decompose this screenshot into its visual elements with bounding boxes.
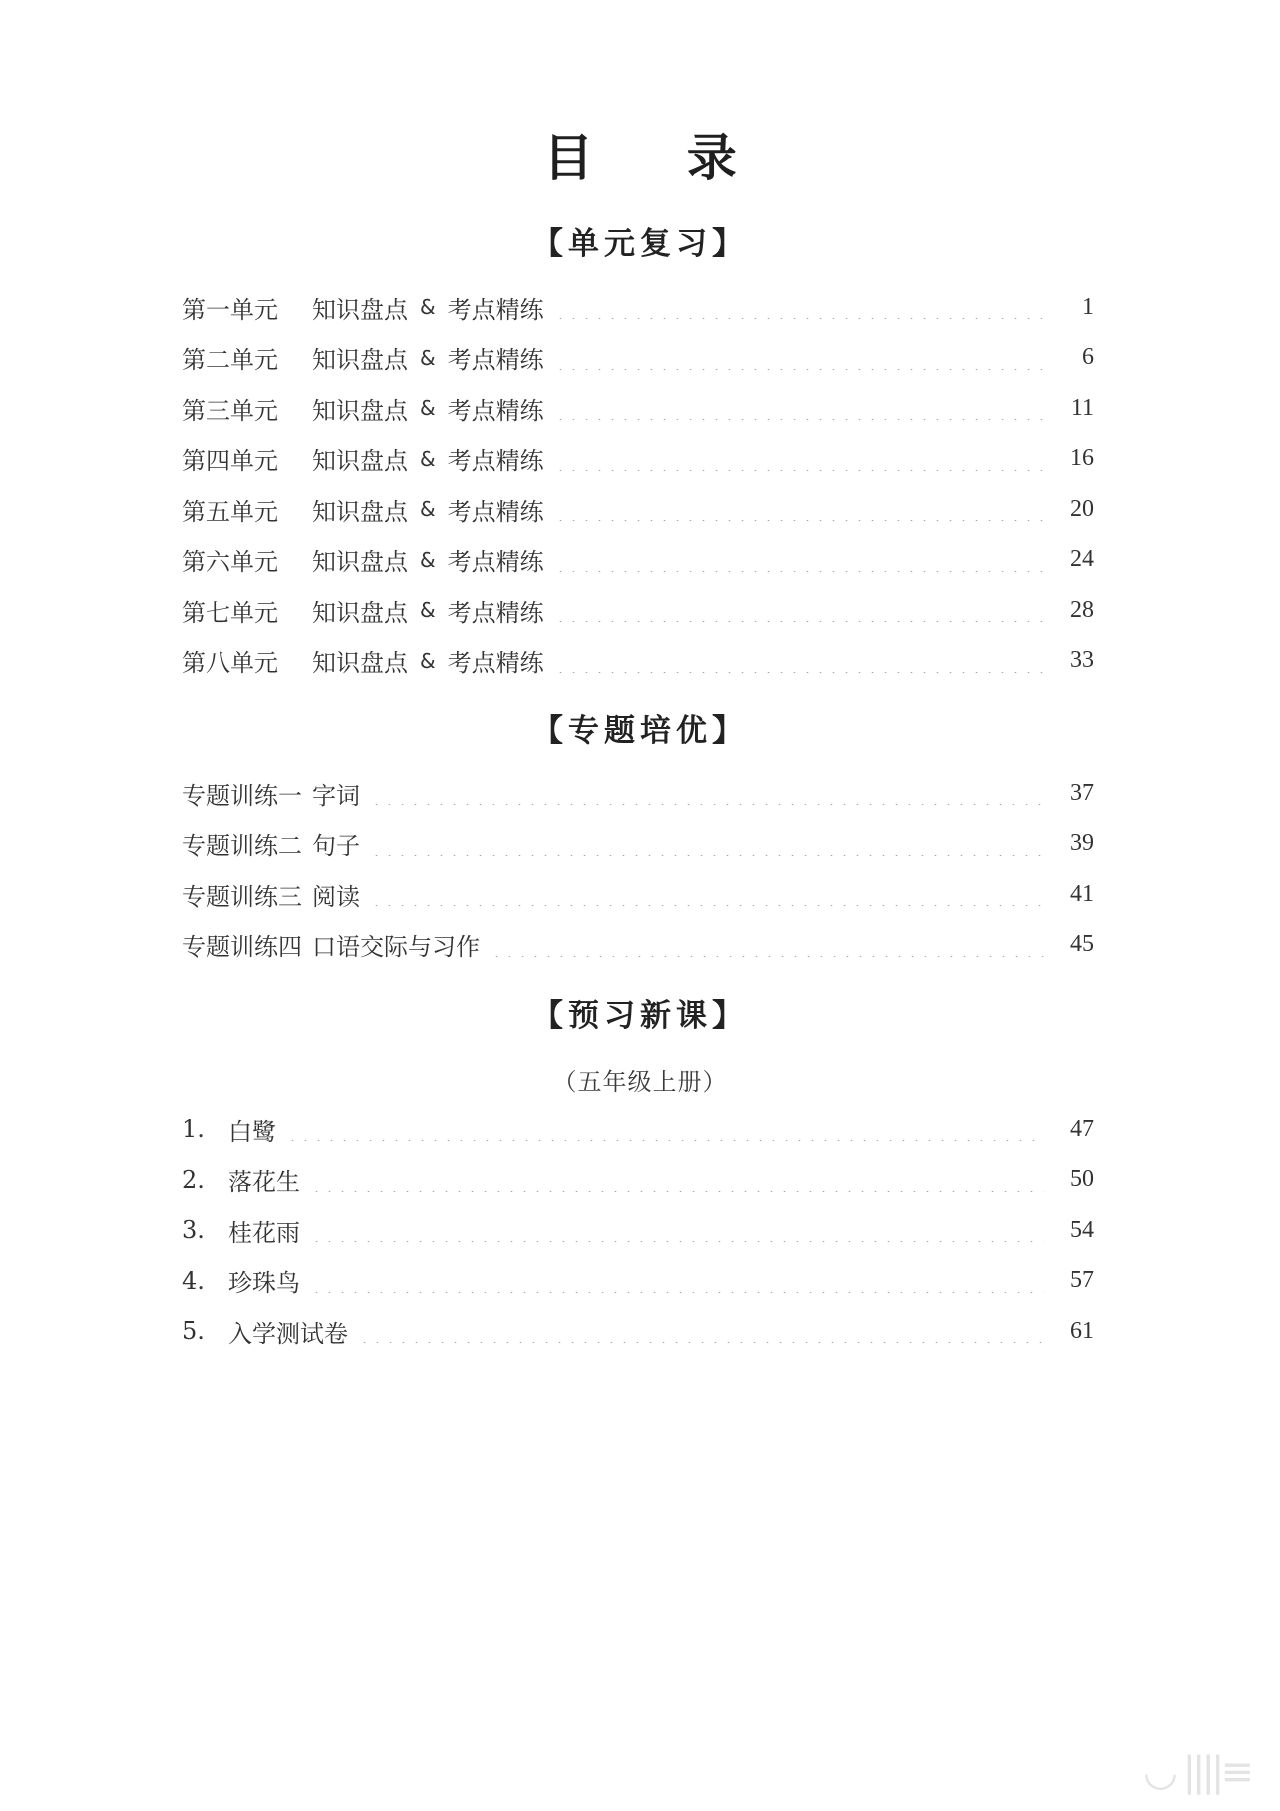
dot-leader [554, 346, 1044, 370]
lesson-title: 入学测试卷 [228, 1319, 348, 1348]
part2-label: 考点精练 [447, 598, 544, 627]
page-title: 目 录 [543, 129, 775, 187]
toc-row[interactable] [182, 1306, 1094, 1357]
page-number: 16 [1070, 445, 1094, 472]
dot-leader [358, 1319, 1044, 1343]
lesson-index: 4. [182, 1266, 205, 1295]
special-topics-list [182, 768, 1094, 970]
lesson-title: 珍珠鸟 [228, 1269, 300, 1298]
dot-leader [554, 396, 1044, 420]
topic-name: 专题训练二 [182, 832, 302, 861]
dot-leader [370, 781, 1044, 805]
lesson-index: 2. [182, 1165, 205, 1194]
lesson-index: 1. [182, 1115, 205, 1144]
topic-name: 专题训练四 [182, 933, 302, 962]
toc-row[interactable] [182, 869, 1094, 920]
part1-label: 知识盘点 [312, 497, 408, 526]
unit-label: 第五单元 [182, 497, 278, 526]
toc-row[interactable] [182, 636, 1094, 687]
part2-label: 考点精练 [447, 447, 544, 476]
page-number: 37 [1070, 779, 1094, 806]
page-number: 47 [1070, 1115, 1094, 1142]
ampersand: & [420, 345, 436, 370]
page-number: 11 [1070, 394, 1094, 421]
page-number: 1 [1082, 293, 1094, 320]
part1-label: 知识盘点 [312, 649, 408, 678]
part1-label: 知识盘点 [312, 548, 408, 577]
part1-label: 知识盘点 [312, 598, 408, 627]
part1-label: 知识盘点 [312, 346, 408, 375]
toc-row[interactable] [182, 333, 1094, 384]
page-number: 33 [1070, 647, 1094, 674]
ampersand: & [420, 396, 436, 421]
lesson-title: 落花生 [228, 1168, 300, 1197]
ampersand: & [420, 295, 436, 320]
ampersand: & [420, 598, 436, 623]
unit-review-list [182, 282, 1094, 686]
toc-row[interactable] [182, 768, 1094, 819]
dot-leader [286, 1117, 1044, 1141]
dot-leader [310, 1269, 1044, 1293]
topic-label: 阅读 [312, 882, 360, 911]
part1-label: 知识盘点 [312, 295, 408, 324]
unit-label: 第二单元 [182, 346, 278, 375]
ampersand: & [420, 648, 436, 673]
part1-label: 知识盘点 [312, 447, 408, 476]
toc-row[interactable] [182, 1104, 1094, 1155]
dot-leader [310, 1168, 1044, 1192]
toc-row[interactable] [182, 282, 1094, 333]
unit-label: 第三单元 [182, 396, 278, 425]
part2-label: 考点精练 [447, 548, 544, 577]
toc-row[interactable] [182, 920, 1094, 971]
lesson-title: 桂花雨 [228, 1218, 300, 1247]
dot-leader [554, 295, 1044, 319]
part2-label: 考点精练 [447, 649, 544, 678]
toc-row[interactable] [182, 484, 1094, 535]
part1-label: 知识盘点 [312, 396, 408, 425]
ampersand: & [420, 497, 436, 522]
unit-label: 第四单元 [182, 447, 278, 476]
toc-row[interactable] [182, 1205, 1094, 1256]
part2-label: 考点精练 [447, 346, 544, 375]
topic-name: 专题训练三 [182, 882, 302, 911]
toc-row[interactable] [182, 535, 1094, 586]
part2-label: 考点精练 [447, 396, 544, 425]
page-number: 57 [1070, 1267, 1094, 1294]
page-number: 61 [1070, 1317, 1094, 1344]
toc-row[interactable] [182, 819, 1094, 870]
dot-leader [490, 933, 1044, 957]
page-number: 6 [1082, 344, 1094, 371]
section-heading-preview: 【预习新课】 [532, 998, 748, 1034]
topic-name: 专题训练一 [182, 781, 302, 810]
grade-subheading: （五年级上册） [552, 1068, 728, 1096]
unit-label: 第七单元 [182, 598, 278, 627]
section-heading-special-topics: 【专题培优】 [532, 713, 748, 749]
unit-label: 第一单元 [182, 295, 278, 324]
watermark-logo-icon: ◡ ||||≡ [1142, 1749, 1250, 1795]
lesson-index: 3. [182, 1216, 205, 1245]
topic-label: 字词 [312, 781, 360, 810]
topic-label: 口语交际与习作 [312, 933, 480, 962]
page-number: 50 [1070, 1166, 1094, 1193]
page-number: 45 [1070, 931, 1094, 958]
toc-row[interactable] [182, 434, 1094, 485]
toc-row[interactable] [182, 585, 1094, 636]
dot-leader [554, 598, 1044, 622]
lesson-index: 5. [182, 1317, 205, 1346]
lesson-title: 白鹭 [228, 1117, 276, 1146]
page-number: 24 [1070, 546, 1094, 573]
dot-leader [370, 832, 1044, 856]
dot-leader [310, 1218, 1044, 1242]
page-number: 20 [1070, 495, 1094, 522]
preview-list [182, 1104, 1094, 1357]
unit-label: 第六单元 [182, 548, 278, 577]
dot-leader [554, 548, 1044, 572]
page-number: 39 [1070, 830, 1094, 857]
ampersand: & [420, 547, 436, 572]
topic-label: 句子 [312, 832, 360, 861]
dot-leader [554, 447, 1044, 471]
toc-row[interactable] [182, 1256, 1094, 1307]
unit-label: 第八单元 [182, 649, 278, 678]
section-heading-unit-review: 【单元复习】 [532, 226, 748, 262]
dot-leader [370, 882, 1044, 906]
dot-leader [554, 649, 1044, 673]
toc-row[interactable] [182, 1155, 1094, 1206]
page-number: 28 [1070, 596, 1094, 623]
dot-leader [554, 497, 1044, 521]
page-number: 41 [1070, 880, 1094, 907]
ampersand: & [420, 446, 436, 471]
part2-label: 考点精练 [447, 497, 544, 526]
part2-label: 考点精练 [447, 295, 544, 324]
page-number: 54 [1070, 1216, 1094, 1243]
toc-row[interactable] [182, 383, 1094, 434]
